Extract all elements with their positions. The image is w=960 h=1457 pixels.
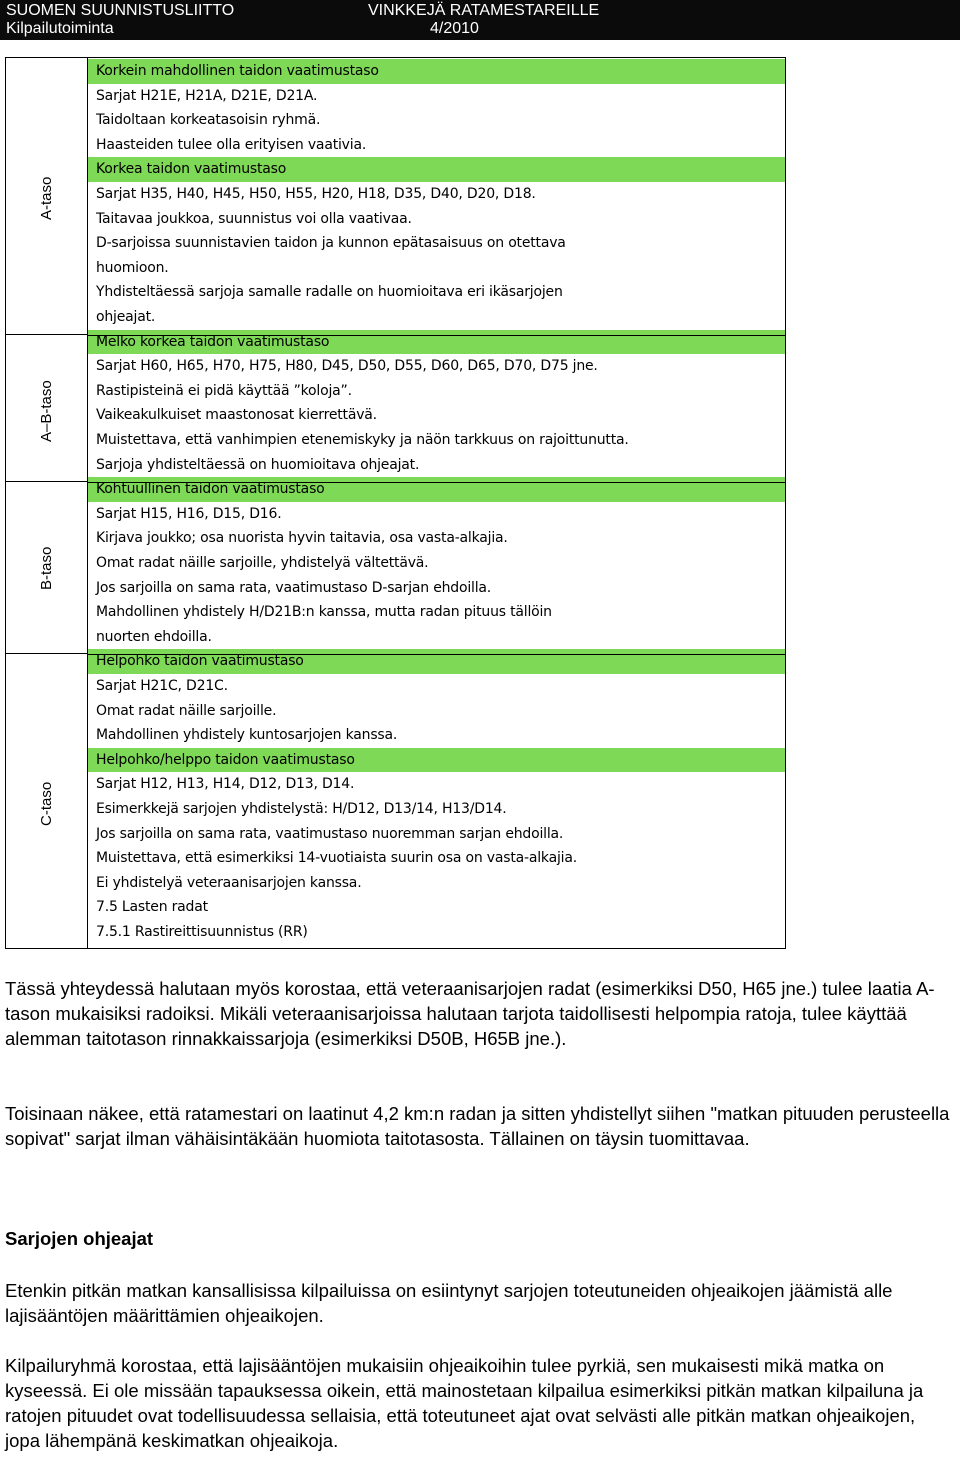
level-text-line: D-sarjoissa suunnistavien taidon ja kunnon epätasaisuus on otettava [96, 235, 566, 252]
level-text-line: Mahdollinen yhdistely kuntosarjojen kanssa. [96, 727, 398, 744]
level-ab-cell [6, 335, 87, 482]
level-text-line: Ei yhdistelyä veteraanisarjojen kanssa. [96, 874, 362, 891]
level-text-line: nuorten ehdoilla. [96, 628, 212, 645]
level-text-line: Sarjoja yhdisteltäessä on huomioitava ohjeajat. [96, 456, 420, 473]
level-content [88, 58, 785, 948]
level-text-line: Jos sarjoilla on sama rata, vaatimustaso nuoremman sarjan ehdoilla. [96, 825, 564, 842]
org-name: SUOMEN SUUNNISTUSLIITTO [6, 2, 235, 19]
level-text-line: Yhdisteltäessä sarjoja samalle radalle on huomioitava eri ikäsarjojen [96, 284, 563, 301]
level-table [5, 57, 786, 949]
paragraph-competition-group: Kilpailuryhmä korostaa, että lajisääntöjen mukaisiin ohjeaikoihin tulee pyrkiä, sen mukaisesti mikä matka on kyseessä. Ei ole missään tapauksessa oikein, että mainostetaan kilpailua esimerkiksi pitkän matkan kilpailuna ja ratojen pituudet ovat todellisuudessa sellaisia, että toteutuneet ajat ovat selvästi alle pitkän matkan ohjeaikojen, jopa lähempänä keskimatkan ohjeaikoja. [5, 1355, 924, 1451]
level-text-line: Omat radat näille sarjoille, yhdistelyä vältettävä. [96, 555, 429, 571]
level-column [6, 58, 88, 948]
level-heading: Helpohko/helppo taidon vaatimustaso [88, 748, 785, 773]
level-text-line: Muistettava, että vanhimpien etenemiskyky ja näön tarkkuus on rajoittunutta. [96, 432, 629, 448]
level-a-cell [6, 58, 87, 335]
level-text-line: Omat radat näille sarjoille. [96, 702, 277, 719]
level-text-line: Vaikeakulkuiset maastonosat kierrettävä. [96, 407, 377, 424]
paragraph-target-times: Etenkin pitkän matkan kansallisissa kilpailuissa on esiintynyt sarjojen toteutuneiden ohjeaikojen jäämistä alle lajisääntöjen määrittämien ohjeaikojen. [5, 1280, 893, 1326]
level-b-cell [6, 482, 87, 654]
section-heading: Sarjojen ohjeajat [5, 1228, 154, 1249]
level-heading: Melko korkea taidon vaatimustaso [88, 330, 785, 355]
level-c-label: C-taso [38, 781, 55, 826]
level-text-line: Sarjat H15, H16, D15, D16. [96, 505, 282, 522]
level-heading: Korkein mahdollinen taidon vaatimustaso [88, 59, 785, 84]
level-text-line: Taitavaa joukkoa, suunnistus voi olla vaativaa. [96, 210, 412, 227]
level-text-line: Sarjat H35, H40, H45, H50, H55, H20, H18, D35, D40, D20, D18. [96, 186, 536, 202]
level-text-line: huomioon. [96, 259, 169, 276]
level-text-line: Taidoltaan korkeatasoisin ryhmä. [96, 112, 321, 129]
issue-number: 4/2010 [430, 20, 479, 37]
level-text-line: Rastipisteinä ei pidä käyttää ”koloja”. [96, 382, 352, 399]
row-divider [88, 335, 785, 336]
level-b-label: B-taso [38, 546, 55, 590]
level-text-line: Muistettava, että esimerkiksi 14-vuotiaista suurin osa on vasta-alkajia. [96, 850, 577, 867]
level-text-line: Sarjat H21C, D21C. [96, 678, 228, 694]
level-c-cell [6, 654, 87, 948]
level-text-line: Sarjat H60, H65, H70, H75, H80, D45, D50, D55, D60, D65, D70, D75 jne. [96, 358, 598, 375]
level-text-line: 7.5.1 Rastireittisuunnistus (RR) [96, 924, 308, 940]
level-text-line: Mahdollinen yhdistely H/D21B:n kanssa, mutta radan pituus tällöin [96, 604, 552, 621]
row-divider [88, 482, 785, 483]
level-text-line: 7.5 Lasten radat [96, 899, 208, 916]
level-text-line: Haasteiden tulee olla erityisen vaativia. [96, 136, 367, 153]
level-heading: Korkea taidon vaatimustaso [88, 157, 785, 182]
level-text-line: Kirjava joukko; osa nuorista hyvin taitavia, osa vasta-alkajia. [96, 530, 508, 547]
dept-name: Kilpailutoiminta [6, 20, 114, 37]
level-text-line: Sarjat H21E, H21A, D21E, D21A. [96, 87, 318, 104]
level-text-line: ohjeajat. [96, 309, 156, 325]
level-heading: Kohtuullinen taidon vaatimustaso [88, 477, 785, 502]
level-heading: Helpohko taidon vaatimustaso [88, 649, 785, 674]
paragraph-combining-classes: Toisinaan näkee, että ratamestari on laatinut 4,2 km:n radan ja sitten yhdistellyt siihen "matkan pituuden perusteella sopivat" sarjat ilman vähäisintäkään huomiota taitotasosta. Tällainen on täysin tuomittavaa. [5, 1103, 950, 1149]
level-text-line: Sarjat H12, H13, H14, D12, D13, D14. [96, 776, 355, 793]
row-divider [88, 654, 785, 655]
level-a-label: A-taso [38, 176, 55, 220]
page-header [0, 0, 960, 40]
level-text-line: Esimerkkejä sarjojen yhdistelystä: H/D12, D13/14, H13/D14. [96, 801, 507, 817]
document-title: VINKKEJÄ RATAMESTAREILLE [368, 2, 600, 19]
paragraph-veteran-courses: Tässä yhteydessä halutaan myös korostaa, että veteraanisarjojen radat (esimerkiksi D50, H65 jne.) tulee laatia A-tason mukaisiksi radoiksi. Mikäli veteraanisarjoissa halutaan tarjota taidollisesti helpompia ratoja, tulee käyttää alemman taitotason rinnakkaissarjoja (esimerkiksi D50B, H65B jne.). [5, 978, 935, 1049]
level-text-line: Jos sarjoilla on sama rata, vaatimustaso D-sarjan ehdoilla. [96, 579, 492, 596]
level-ab-label: A–B-taso [38, 380, 55, 442]
